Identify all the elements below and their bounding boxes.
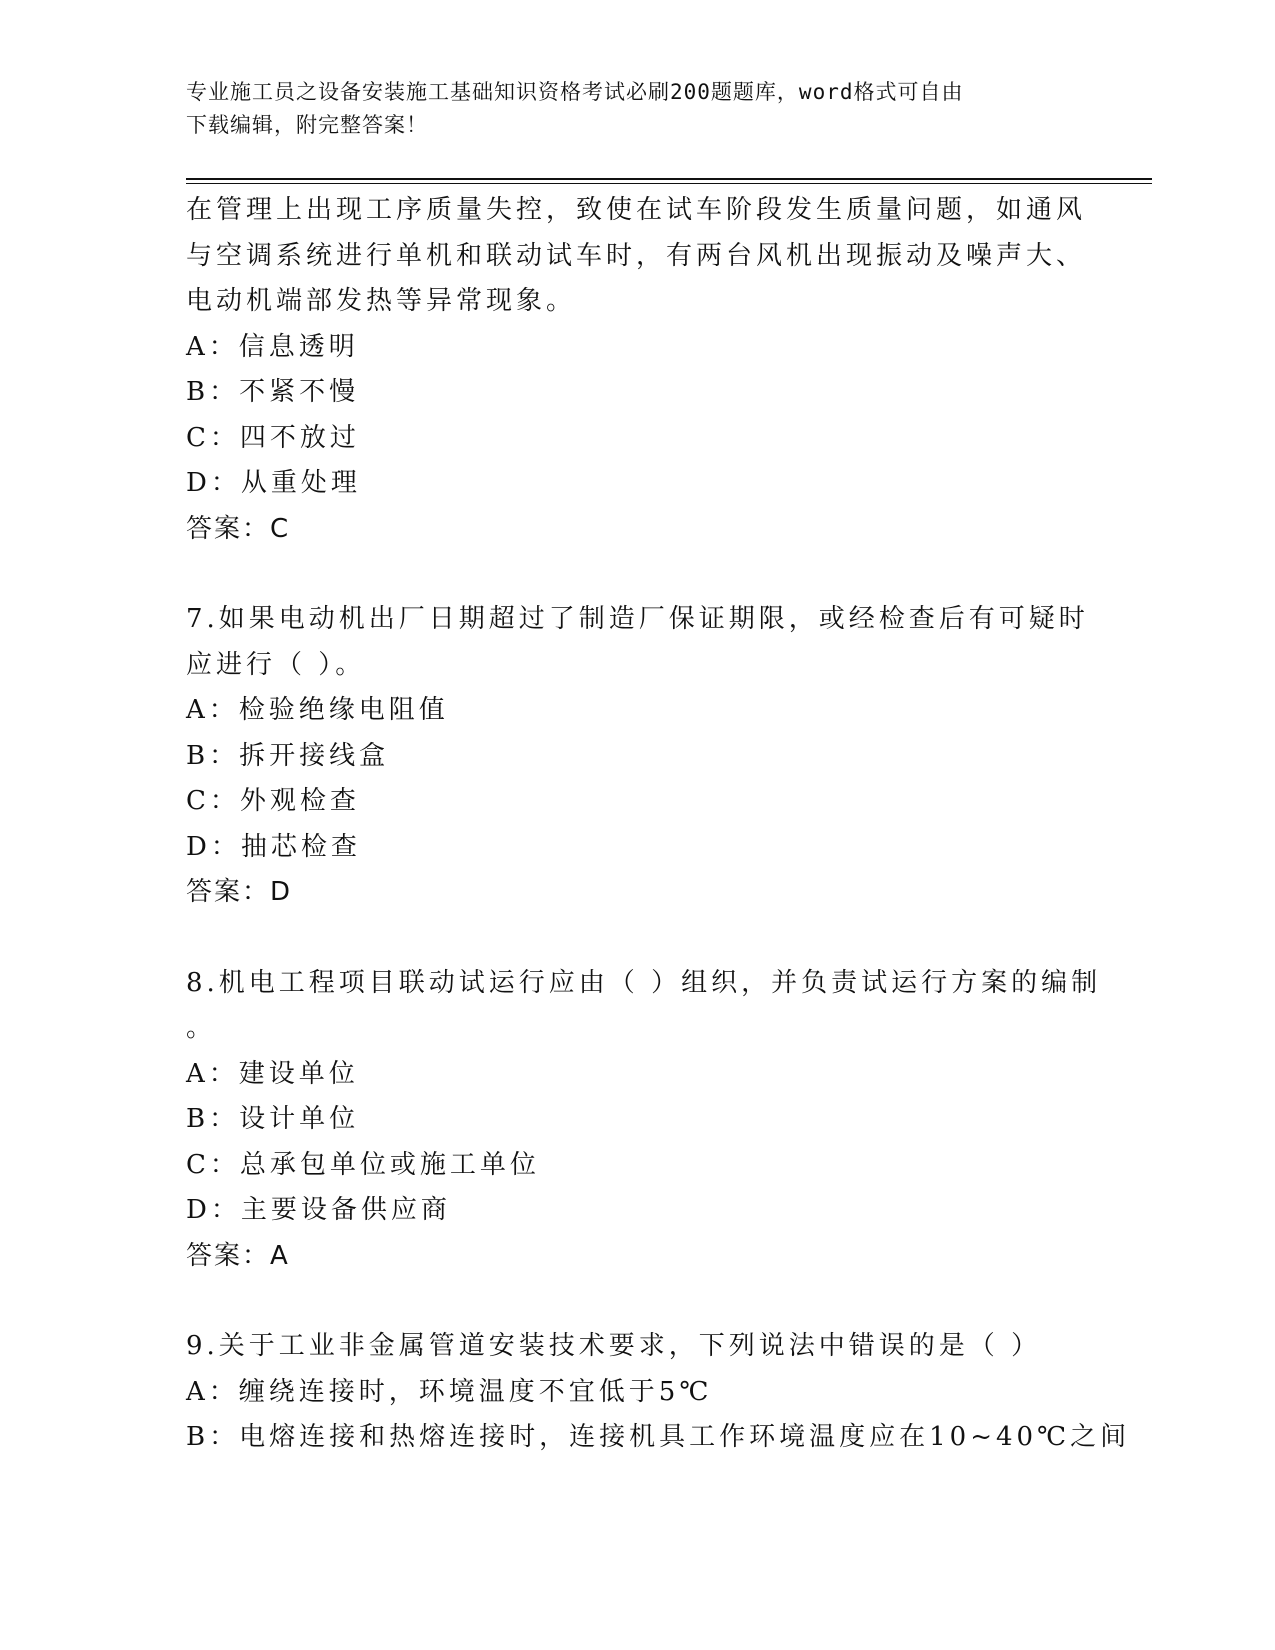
header-line-1: 专业施工员之设备安装施工基础知识资格考试必刷200题题库，word格式可自由 — [186, 80, 964, 104]
question-stem-line: 8.机电工程项目联动试运行应由（ ）组织，并负责试运行方案的编制 — [186, 967, 1102, 998]
question-stem-line: 在管理上出现工序质量失控，致使在试车阶段发生质量问题，如通风 — [186, 195, 1087, 225]
option-a: A：缠绕连接时，环境温度不宜低于5℃ — [186, 1376, 713, 1407]
option-c: C：总承包单位或施工单位 — [186, 1149, 540, 1180]
option-a: A：建设单位 — [186, 1058, 359, 1089]
question-stem-line: 。 — [186, 1013, 217, 1043]
header-divider-thick — [186, 178, 1152, 180]
option-d: D：主要设备供应商 — [186, 1195, 451, 1225]
header-divider-thin — [186, 183, 1152, 184]
option-b: B：拆开接线盒 — [186, 740, 390, 771]
question-spacer — [186, 916, 1086, 961]
question-9 — [186, 1324, 1131, 1461]
question-stem-line: 与空调系统进行单机和联动试车时，有两台风机出现振动及噪声大、 — [186, 240, 1087, 271]
question-6-continued — [186, 188, 1086, 552]
option-a: A：信息透明 — [186, 331, 359, 362]
option-c: C：外观检查 — [186, 786, 360, 816]
answer-label: 答案：A — [186, 1240, 290, 1271]
question-spacer — [186, 1279, 1086, 1324]
option-d: D：从重处理 — [186, 468, 361, 498]
document-header — [186, 76, 1066, 142]
question-8 — [186, 961, 1102, 1280]
answer-label: 答案：D — [186, 877, 293, 907]
question-stem-line: 应进行（ ）。 — [186, 649, 366, 680]
option-b: B：设计单位 — [186, 1104, 360, 1134]
option-a: A：检验绝缘电阻值 — [186, 695, 449, 725]
question-stem-line: 9.关于工业非金属管道安装技术要求，下列说法中错误的是（ ） — [186, 1331, 1042, 1361]
question-7 — [186, 597, 1089, 916]
option-d: D：抽芯检查 — [186, 831, 361, 862]
question-stem-line: 电动机端部发热等异常现象。 — [186, 286, 577, 316]
option-b: B：不紧不慢 — [186, 377, 360, 407]
question-stem-line: 7.如果电动机出厂日期超过了制造厂保证期限，或经检查后有可疑时 — [186, 604, 1089, 634]
header-line-2: 下载编辑，附完整答案！ — [186, 113, 428, 137]
question-list — [186, 188, 1131, 1461]
option-c: C：四不放过 — [186, 422, 360, 453]
question-spacer — [186, 552, 1086, 597]
answer-label: 答案：C — [186, 513, 291, 544]
option-b: B：电熔连接和热熔连接时，连接机具工作环境温度应在10~40℃之间 — [186, 1422, 1131, 1452]
